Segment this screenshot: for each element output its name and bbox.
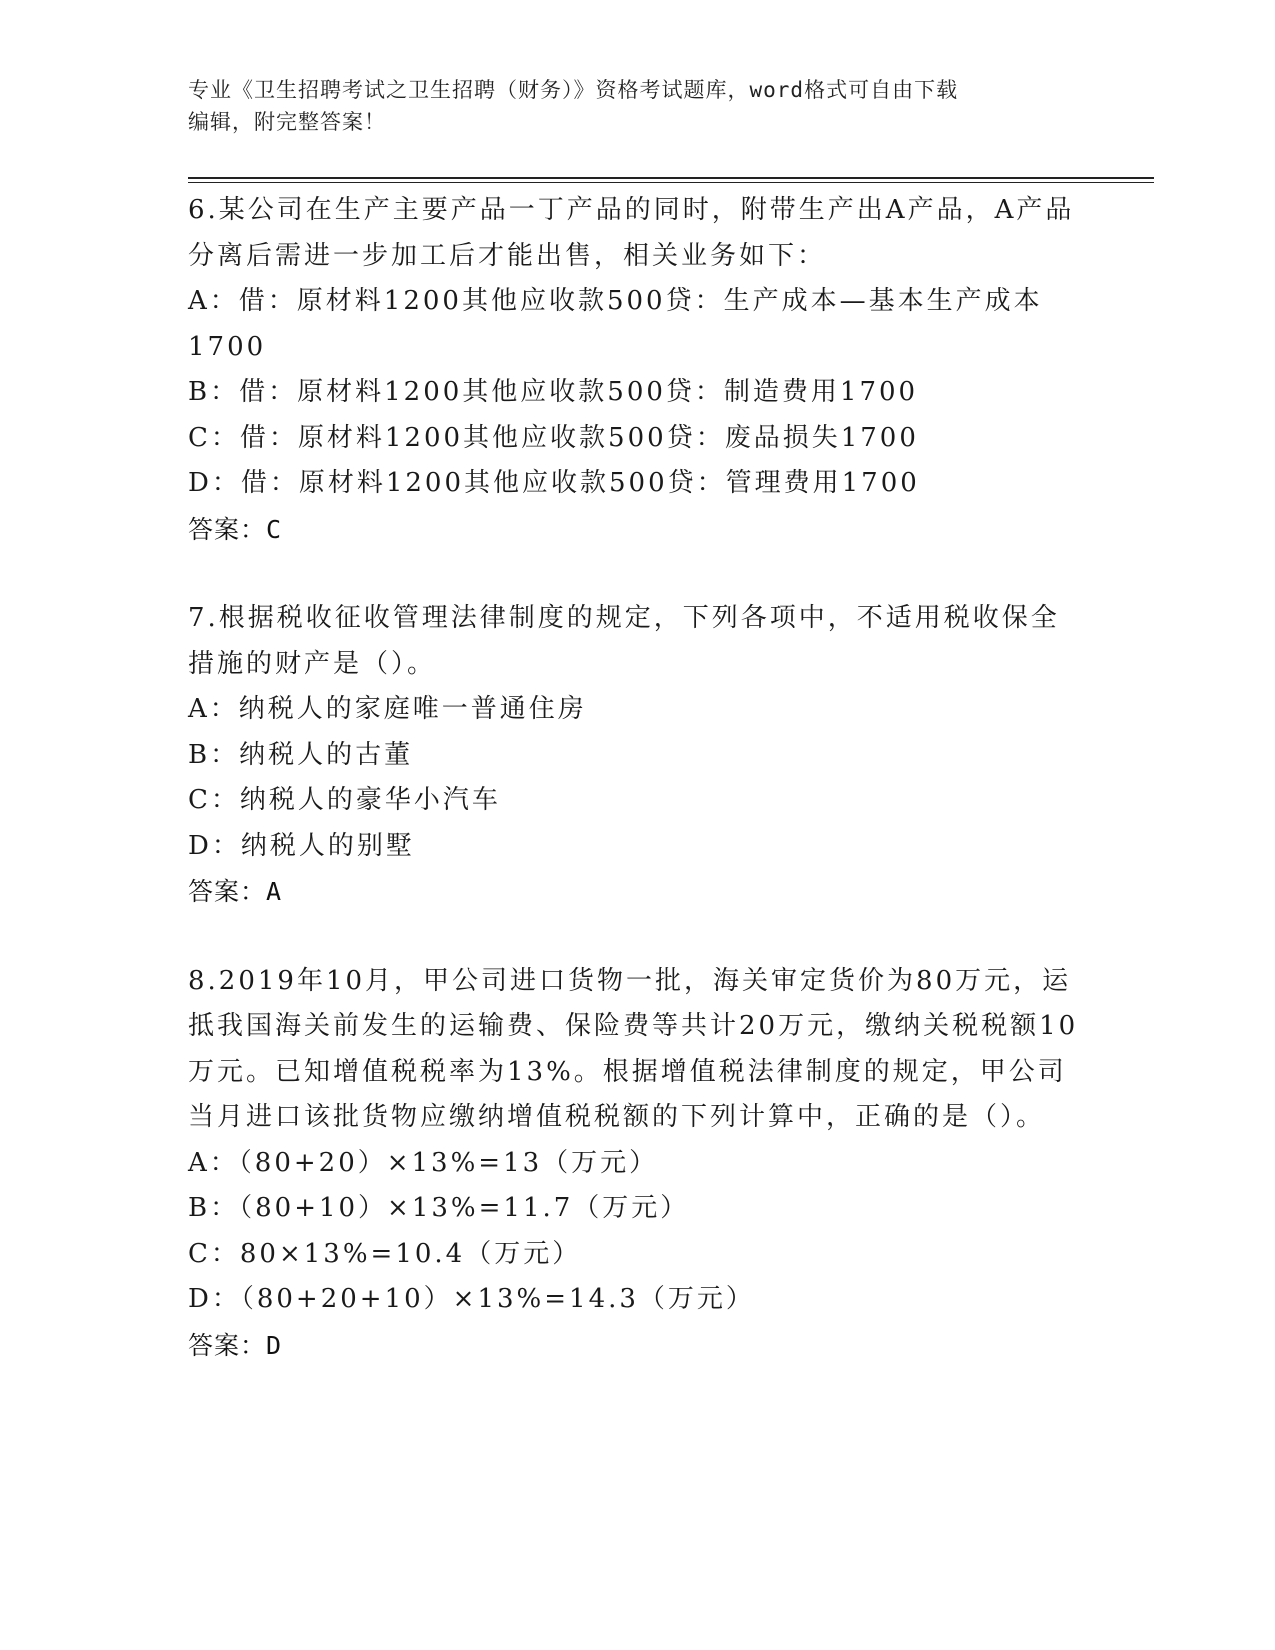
option-a: A：借：原材料1200其他应收款500贷：生产成本—基本生产成本: [188, 286, 1043, 316]
option-c: C：纳税人的豪华小汽车: [188, 785, 501, 815]
option-c: C：80×13%=10.4（万元）: [188, 1238, 582, 1269]
option-b: B：纳税人的古董: [188, 739, 414, 770]
answer: 答案：D: [188, 1330, 283, 1360]
option-d: D：纳税人的别墅: [188, 830, 415, 861]
question-stem-line: 当月进口该批货物应缴纳增值税税额的下列计算中，正确的是（）。: [188, 1102, 1046, 1132]
question-7: [188, 596, 1108, 915]
question-list: [188, 188, 1108, 1412]
question-6: [188, 188, 1108, 552]
question-stem-line: 措施的财产是（）。: [188, 648, 437, 679]
question-stem-line: 6.某公司在生产主要产品一丁产品的同时，附带生产出A产品，A产品: [188, 195, 1075, 225]
header-divider-thick: [188, 177, 1154, 179]
option-b: B：（80+10）×13%=11.7（万元）: [188, 1193, 690, 1223]
option-c: C：借：原材料1200其他应收款500贷：废品损失1700: [188, 422, 919, 453]
option-d: D：借：原材料1200其他应收款500贷：管理费用1700: [188, 468, 920, 498]
option-d: D：（80+20+10）×13%=14.3（万元）: [188, 1284, 755, 1314]
header-line-2: 编辑，附完整答案！: [188, 110, 386, 134]
question-8: [188, 959, 1108, 1369]
option-a: A：纳税人的家庭唯一普通住房: [188, 694, 587, 724]
option-b: B：借：原材料1200其他应收款500贷：制造费用1700: [188, 377, 919, 407]
option-a-continued: 1700: [188, 331, 267, 362]
option-a: A：（80+20）×13%=13（万元）: [188, 1147, 659, 1178]
header-divider-thin: [188, 182, 1154, 183]
header-line-1: 专业《卫生招聘考试之卫生招聘（财务）》资格考试题库，word格式可自由下载: [188, 78, 959, 102]
answer: 答案：A: [188, 877, 283, 906]
document-header: [188, 74, 1088, 138]
question-stem-line: 抵我国海关前发生的运输费、保险费等共计20万元，缴纳关税税额10: [188, 1011, 1079, 1041]
question-stem-line: 7.根据税收征收管理法律制度的规定，下列各项中，不适用税收保全: [188, 603, 1060, 633]
question-stem-line: 万元。已知增值税税率为13%。根据增值税法律制度的规定，甲公司: [188, 1056, 1067, 1087]
question-stem-line: 8.2019年10月，甲公司进口货物一批，海关审定货价为80万元，运: [188, 965, 1072, 996]
question-stem-line: 分离后需进一步加工后才能出售，相关业务如下：: [188, 240, 827, 271]
answer: 答案：C: [188, 514, 283, 544]
